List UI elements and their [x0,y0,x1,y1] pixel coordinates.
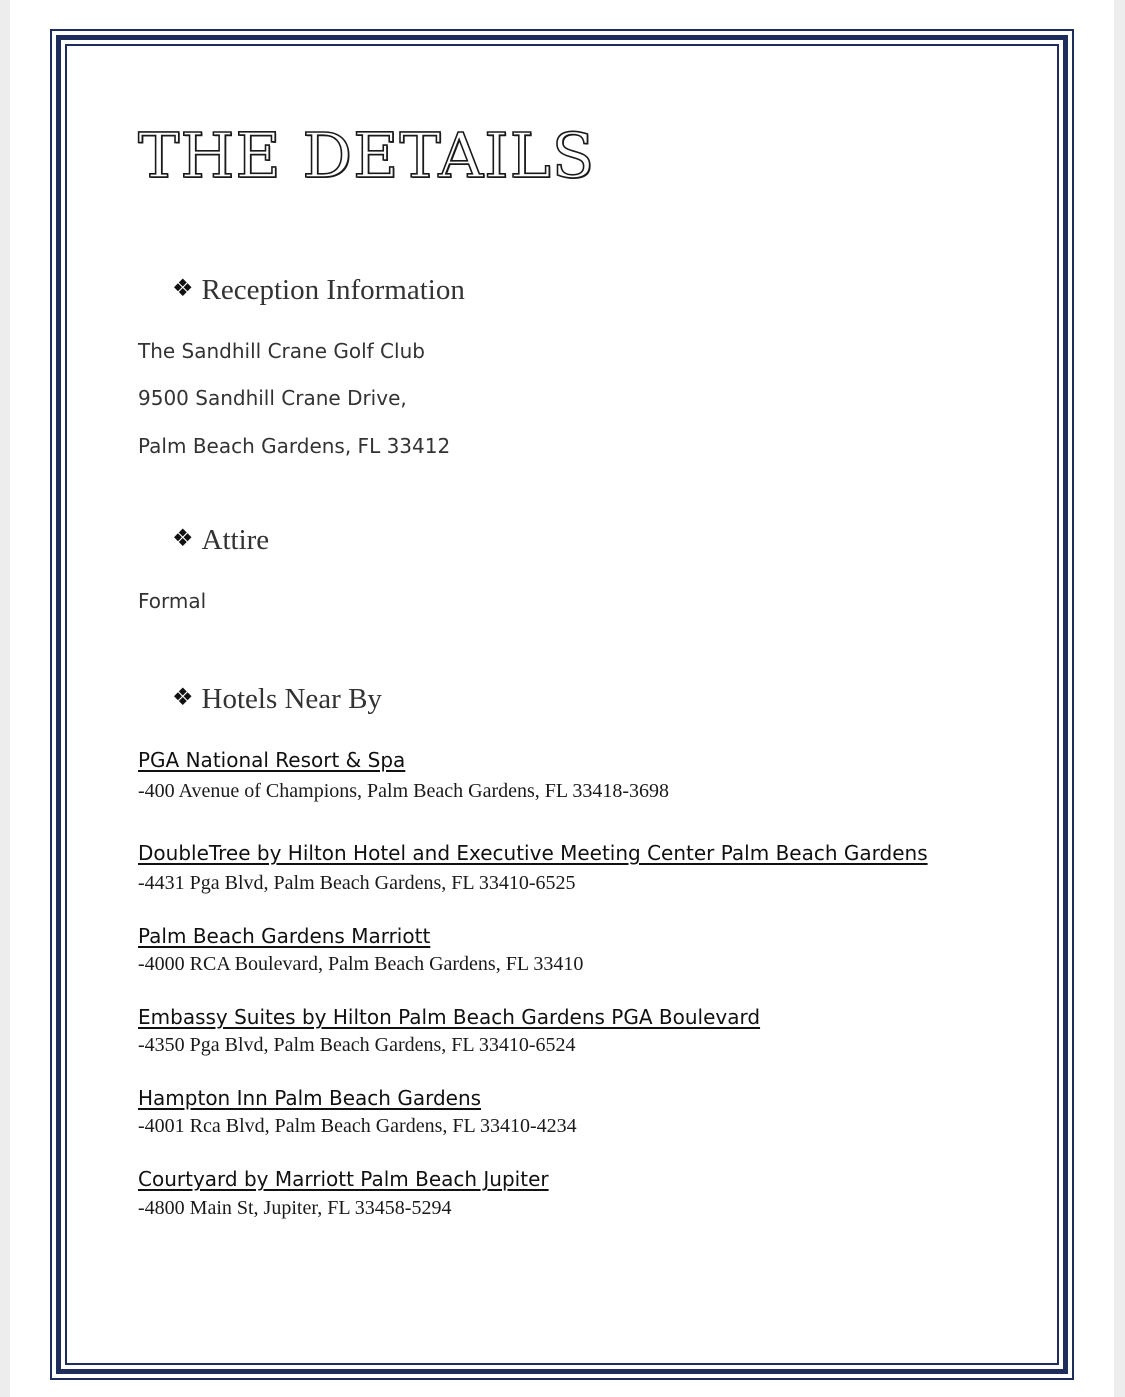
hotel-address: -4431 Pga Blvd, Palm Beach Gardens, FL 33410-6525 [138,872,576,894]
diamond-four-bullet-icon: ❖ [172,526,194,552]
hotel-link[interactable]: Hampton Inn Palm Beach Gardens [138,1086,482,1110]
page-title: THE DETAILS [138,119,596,192]
hotel-link[interactable]: PGA National Resort & Spa [138,748,406,772]
hotel-address: -4000 RCA Boulevard, Palm Beach Gardens, FL 33410 [138,953,584,975]
hotel-link[interactable]: Embassy Suites by Hilton Palm Beach Gardens PGA Boulevard [138,1005,761,1029]
reception-heading [172,272,465,310]
hotels-heading [172,681,382,719]
hotel-link[interactable]: Courtyard by Marriott Palm Beach Jupiter [138,1167,549,1191]
reception-heading-label: Reception Information [201,274,465,306]
reception-venue: The Sandhill Crane Golf Club [138,339,425,363]
hotel-address: -4001 Rca Blvd, Palm Beach Gardens, FL 33410-4234 [138,1115,577,1137]
reception-city: Palm Beach Gardens, FL 33412 [138,434,451,458]
diamond-four-bullet-icon: ❖ [172,276,194,302]
hotel-address: -400 Avenue of Champions, Palm Beach Gardens, FL 33418-3698 [138,780,670,802]
attire-value: Formal [138,589,207,613]
attire-heading [172,522,269,560]
reception-street: 9500 Sandhill Crane Drive, [138,386,407,410]
hotel-link[interactable]: Palm Beach Gardens Marriott [138,924,431,948]
attire-heading-label: Attire [201,524,270,556]
hotel-address: -4350 Pga Blvd, Palm Beach Gardens, FL 33410-6524 [138,1034,576,1056]
diamond-four-bullet-icon: ❖ [172,685,194,711]
hotels-heading-label: Hotels Near By [201,683,382,715]
hotel-link[interactable]: DoubleTree by Hilton Hotel and Executive Meeting Center Palm Beach Gardens [138,841,928,865]
hotel-address: -4800 Main St, Jupiter, FL 33458-5294 [138,1197,452,1219]
